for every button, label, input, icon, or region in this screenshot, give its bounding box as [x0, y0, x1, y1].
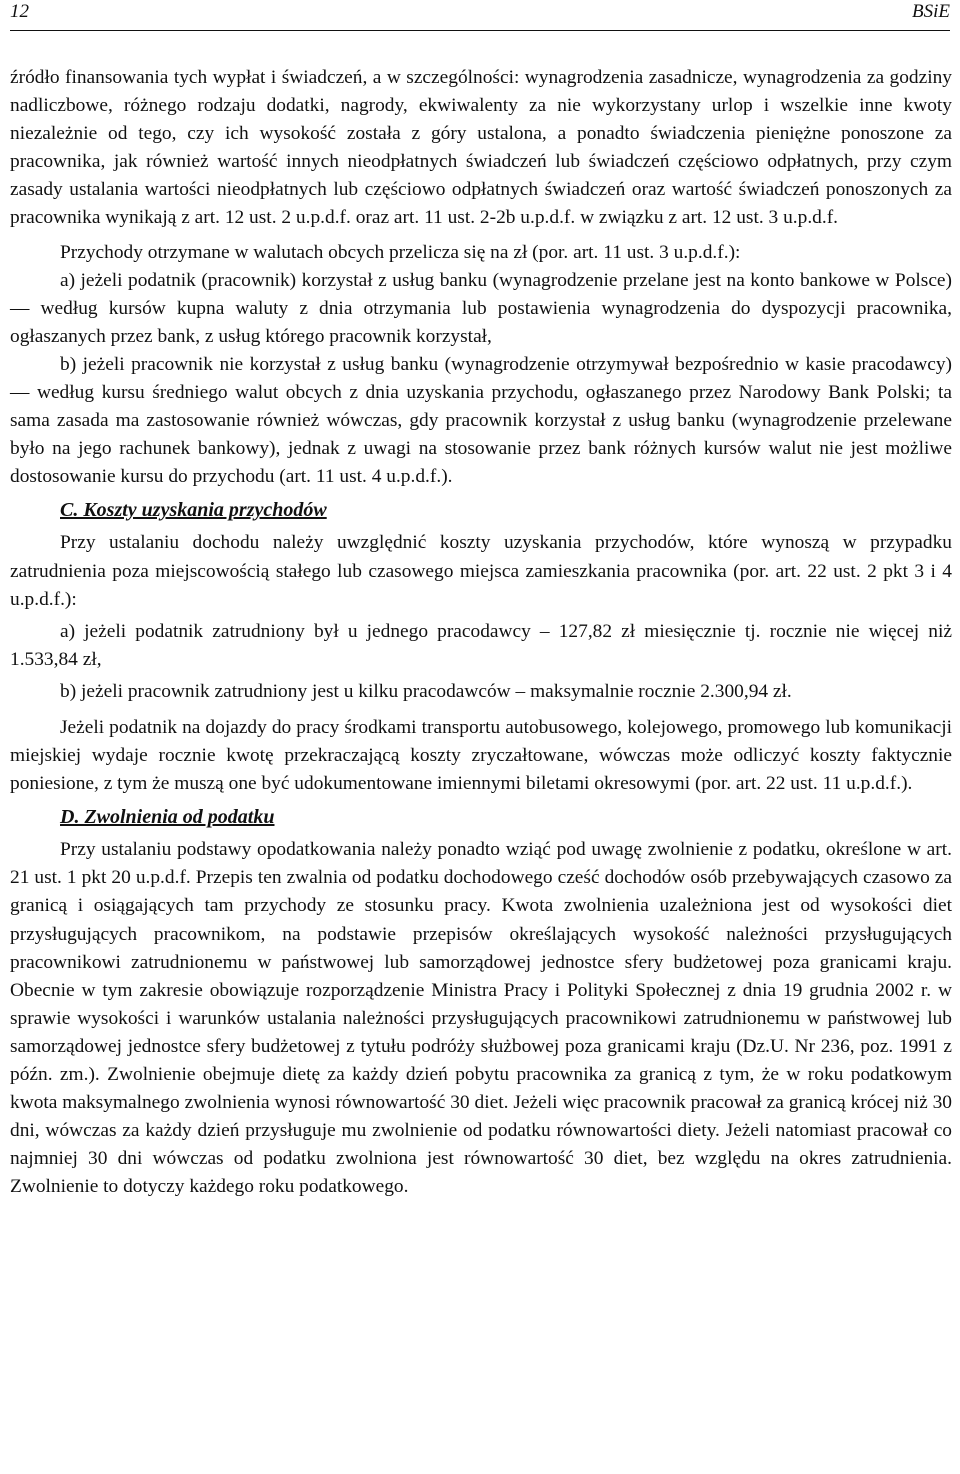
paragraph: źródło finansowania tych wypłat i świadczeń, a w szczególności: wynagrodzenia zasadnicze, wynagrodzenia za godziny nadliczbowe, różnego rodzaju dodatki, nagrody, ekwiwalenty za nie wykorzystany urlop i wszelkie inne kwoty niezależnie od tego, czy ich wysokość została z góry ustalona, a ponadto świadczenia pieniężne ponoszone za pracownika, jak również wartość innych nieodpłatnych świadczeń lub świadczeń częściowo odpłatnych, przy czym zasady ustalania wartości nieodpłatnych lub częściowo odpłatnych świadczeń oraz wartość świadczeń ponoszonych za pracownika wynikają z art. 12 ust. 2 u.p.d.f. oraz art. 11 ust. 2-2b u.p.d.f. w związku z art. 12 ust. 3 u.p.d.f. [10, 67, 952, 229]
document-body [10, 64, 952, 1201]
list-item: b) jeżeli pracownik zatrudniony jest u kilku pracodawców – maksymalnie rocznie 2.300,94 zł. [60, 680, 792, 702]
paragraph: Przychody otrzymane w walutach obcych przelicza się na zł (por. art. 11 ust. 3 u.p.d.f.): [60, 241, 741, 263]
paragraph: Jeżeli podatnik na dojazdy do pracy środkami transportu autobusowego, kolejowego, promowego lub komunikacji miejskiej wydaje rocznie kwotę przekraczającą koszty zryczałtowane, wówczas może odliczyć koszty faktycznie poniesione, z tym że muszą one być udokumentowane imiennymi biletami okresowymi (por. art. 22 ust. 11 u.p.d.f.). [10, 716, 952, 795]
section-heading-c: C. Koszty uzyskania przychodów [60, 499, 327, 522]
paragraph: Przy ustalaniu dochodu należy uwzględnić koszty uzyskania przychodów, które wynoszą w przypadku zatrudnienia poza miejscowością stałego lub czasowego miejsca zamieszkania pracownika (por. art. 22 ust. 2 pkt 3 i 4 u.p.d.f.): [10, 532, 952, 610]
page-number: 12 [10, 1, 29, 22]
list-item: a) jeżeli podatnik (pracownik) korzystał z usług banku (wynagrodzenie przelane jest na konto bankowe w Polsce) — według kursów kupna waluty z dnia otrzymania lub postawienia wynagrodzenia do dyspozycji pracownika, ogłaszanych przez bank, z usług którego pracownik korzystał, [10, 269, 952, 347]
list-item: b) jeżeli pracownik nie korzystał z usług banku (wynagrodzenie otrzymywał bezpośrednio w kasie pracodawcy) — według kursu średniego walut obcych z dnia uzyskania przychodu, ogłaszanego przez Narodowy Bank Polski; ta sama zasada ma zastosowanie również wówczas, gdy pracownik korzystał z usług banku (wynagrodzenie przelewane było na jego rachunek bankowy), jednak z uwagi na stosowanie przez bank różnych kursów walut nie jest możliwe dostosowanie kursu do przychodu (art. 11 ust. 4 u.p.d.f.). [10, 353, 952, 488]
section-heading-d: D. Zwolnienia od podatku [60, 806, 275, 829]
paragraph: Przy ustalaniu podstawy opodatkowania należy ponadto wziąć pod uwagę zwolnienie z podatku, określone w art. 21 ust. 1 pkt 20 u.p.d.f. Przepis ten zwalnia od podatku dochodowego cześć dochodów osób przebywających czasowo za granicą i osiągających tam przychody ze stosunku pracy. Kwota zwolnienia uzależniona jest od wysokości diet przysługujących pracownikom, na podstawie przepisów określających wysokość należności przysługujących pracownikowi zatrudnionemu w państwowej lub samorządowej jednostce sfery budżetowej poza granicami kraju. Obecnie w tym zakresie obowiązuje rozporządzenie Ministra Pracy i Polityki Społecznej z dnia 19 grudnia 2002 r. w sprawie wysokości i warunków ustalania należności przysługujących pracownikowi zatrudnionemu w państwowej lub samorządowej jednostce sfery budżetowej z tytułu podróży służbowej poza granicami kraju (Dz.U. Nr 236, poz. 1991 z późn. zm.). Zwolnienie obejmuje dietę za każdy dzień pobytu pracownika za granicą z tym, że w roku podatkowym kwota maksymalnego zwolnienia wynosi równowartość 30 diet. Jeżeli więc pracownik pracował za granicą krócej niż 30 dni, wówczas za każdy dzień przysługuje mu zwolnienie od podatku równowartości diety. Jeżeli natomiast pracował co najmniej 30 dni wówczas od podatku zwolniona jest równowartość 30 diet, bez względu na okres zatrudnienia. Zwolnienie to dotyczy każdego roku podatkowego. [10, 839, 952, 1198]
page-header [10, 0, 950, 31]
publication-name: BSiE [912, 1, 950, 22]
list-item: a) jeżeli podatnik zatrudniony był u jednego pracodawcy – 127,82 zł miesięcznie tj. rocznie nie więcej niż 1.533,84 zł, [10, 620, 952, 670]
